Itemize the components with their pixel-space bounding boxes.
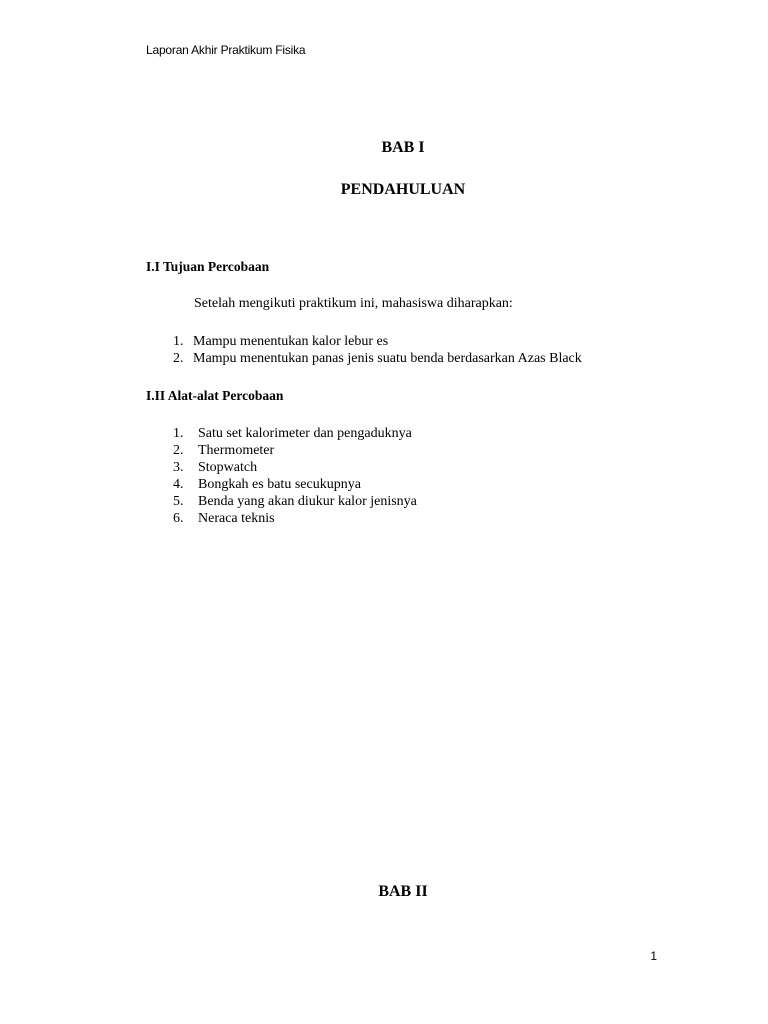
list-item [173, 510, 417, 527]
list-item-number: 1. [173, 334, 184, 349]
section-heading-tujuan: I.I Tujuan Percobaan [146, 259, 270, 274]
page-number: 1 [650, 949, 657, 963]
list-item-number: 1. [173, 426, 184, 441]
intro-paragraph: Setelah mengikuti praktikum ini, mahasiswa diharapkan: [194, 296, 513, 311]
list-item [173, 493, 417, 510]
list-item-number: 5. [173, 494, 184, 509]
chapter-title: BAB I [381, 139, 425, 156]
list-item [173, 425, 417, 442]
chapter-subtitle: PENDAHULUAN [340, 181, 466, 198]
section-heading-alat: I.II Alat-alat Percobaan [146, 388, 284, 403]
equipment-list [173, 425, 417, 527]
list-item-text: Mampu menentukan kalor lebur es [193, 334, 389, 349]
list-item [173, 476, 417, 493]
running-header: Laporan Akhir Praktikum Fisika [146, 43, 306, 57]
list-item-number: 6. [173, 511, 184, 526]
list-item-text: Neraca teknis [198, 511, 275, 526]
list-item-text: Stopwatch [198, 460, 258, 475]
list-item-number: 2. [173, 351, 184, 366]
list-item [173, 459, 417, 476]
list-item-number: 3. [173, 460, 184, 475]
objectives-list [173, 333, 582, 367]
list-item-number: 4. [173, 477, 184, 492]
list-item-number: 2. [173, 443, 184, 458]
list-item [173, 350, 582, 367]
list-item-text: Mampu menentukan panas jenis suatu benda berdasarkan Azas Black [193, 351, 582, 366]
list-item-text: Benda yang akan diukur kalor jenisnya [198, 494, 417, 509]
chapter-title: BAB II [378, 883, 428, 900]
list-item-text: Bongkah es batu secukupnya [198, 477, 361, 492]
list-item [173, 442, 417, 459]
list-item-text: Satu set kalorimeter dan pengaduknya [198, 426, 412, 441]
list-item-text: Thermometer [198, 443, 275, 458]
list-item [173, 333, 582, 350]
